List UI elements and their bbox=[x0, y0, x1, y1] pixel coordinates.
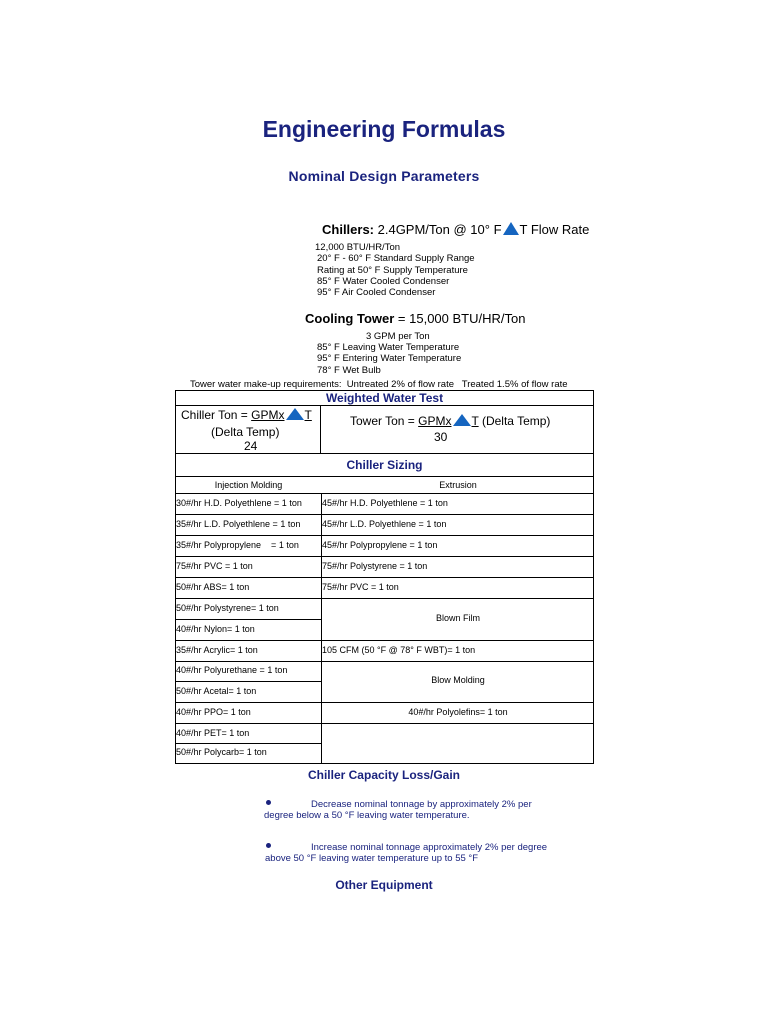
tower-ton-t: T bbox=[471, 414, 479, 428]
cooling-tower-line bbox=[305, 311, 525, 326]
capacity-bullet-2-line-2: above 50 °F leaving water temperature up to 55 °F bbox=[265, 853, 479, 864]
injection-row: 50#/hr Polystyrene= 1 ton bbox=[176, 603, 279, 613]
column-header-extrusion: Extrusion bbox=[439, 480, 477, 490]
chillers-line-5: 95° F Air Cooled Condenser bbox=[317, 287, 436, 299]
chiller-ton-label: Chiller Ton = bbox=[181, 408, 252, 422]
chiller-ton-divisor: 24 bbox=[244, 439, 258, 453]
extrusion-row: 75#/hr Polystyrene = 1 ton bbox=[322, 561, 428, 571]
tower-ton-formula bbox=[350, 414, 550, 428]
delta-triangle-icon bbox=[453, 414, 471, 426]
tower-ton-label: Tower Ton = bbox=[350, 414, 419, 428]
injection-row: 40#/hr Polyurethane = 1 ton bbox=[176, 665, 288, 675]
capacity-bullet-1-line-1: Decrease nominal tonnage by approximately 2% per bbox=[311, 799, 532, 810]
column-header-injection-molding: Injection Molding bbox=[214, 480, 283, 490]
injection-row: 50#/hr Acetal= 1 ton bbox=[176, 686, 257, 696]
injection-row: 40#/hr PET= 1 ton bbox=[176, 728, 250, 738]
weighted-water-test-heading: Weighted Water Test bbox=[325, 391, 444, 405]
page-title: Engineering Formulas bbox=[262, 116, 506, 142]
tower-makeup-requirements: Tower water make-up requirements: Untreated 2% of flow rate Treated 1.5% of flow rate bbox=[190, 379, 568, 390]
cooling-tower-line-3: 78° F Wet Bulb bbox=[317, 364, 381, 376]
chillers-rate-line bbox=[322, 222, 589, 237]
cooling-tower-details bbox=[317, 342, 461, 376]
chillers-line-2: 20° F - 60° F Standard Supply Range bbox=[317, 253, 475, 265]
engineering-table bbox=[175, 390, 594, 764]
cooling-tower-value: = 15,000 BTU/HR/Ton bbox=[394, 311, 526, 326]
chillers-line-4: 85° F Water Cooled Condenser bbox=[317, 275, 450, 287]
chillers-rate-pre: 2.4GPM/Ton @ 10° F bbox=[374, 222, 502, 237]
cooling-tower-label: Cooling Tower bbox=[305, 311, 395, 326]
chillers-details bbox=[315, 242, 475, 298]
bullet-icon bbox=[266, 800, 271, 805]
cooling-tower-line-1: 85° F Leaving Water Temperature bbox=[317, 342, 460, 353]
tower-ton-divisor: 30 bbox=[434, 430, 448, 444]
extrusion-row: 75#/hr PVC = 1 ton bbox=[322, 582, 399, 592]
blown-film-value: 105 CFM (50 °F @ 78° F WBT)= 1 ton bbox=[322, 645, 476, 655]
chiller-ton-delta: (Delta Temp) bbox=[211, 425, 280, 439]
bullet-icon bbox=[266, 843, 271, 848]
cooling-tower-gpm: 3 GPM per Ton bbox=[366, 331, 430, 342]
blow-molding-heading: Blow Molding bbox=[431, 675, 485, 685]
cooling-tower-line-2: 95° F Entering Water Temperature bbox=[317, 353, 462, 365]
chiller-ton-t: T bbox=[304, 408, 312, 422]
section-subtitle: Nominal Design Parameters bbox=[288, 168, 480, 184]
capacity-bullet-1-line-2: degree below a 50 °F leaving water temperature. bbox=[264, 810, 470, 821]
extrusion-row: 45#/hr H.D. Polyethlene = 1 ton bbox=[322, 498, 448, 508]
chiller-ton-gpm: GPMx bbox=[251, 408, 285, 422]
blow-molding-value: 40#/hr Polyolefins= 1 ton bbox=[408, 707, 508, 717]
capacity-heading: Chiller Capacity Loss/Gain bbox=[307, 768, 461, 782]
tower-ton-delta: (Delta Temp) bbox=[478, 414, 551, 428]
other-equipment-heading: Other Equipment bbox=[335, 878, 433, 892]
capacity-bullet-2-line-1: Increase nominal tonnage approximately 2% per degree bbox=[311, 842, 548, 853]
chillers-label: Chillers: bbox=[322, 222, 375, 237]
injection-row: 75#/hr PVC = 1 ton bbox=[176, 561, 253, 571]
injection-row: 50#/hr Polycarb= 1 ton bbox=[176, 747, 267, 757]
injection-row: 50#/hr ABS= 1 ton bbox=[176, 582, 250, 592]
delta-triangle-icon bbox=[503, 222, 519, 235]
injection-row: 35#/hr Polypropylene = 1 ton bbox=[176, 540, 299, 550]
chillers-line-1: 12,000 BTU/HR/Ton bbox=[315, 242, 401, 253]
chiller-sizing-heading: Chiller Sizing bbox=[346, 458, 423, 472]
injection-row: 40#/hr PPO= 1 ton bbox=[176, 707, 251, 717]
injection-row: 30#/hr H.D. Polyethlene = 1 ton bbox=[176, 498, 302, 508]
injection-row: 40#/hr Nylon= 1 ton bbox=[176, 624, 255, 634]
blown-film-heading: Blown Film bbox=[435, 613, 480, 623]
injection-row: 35#/hr L.D. Polyethlene = 1 ton bbox=[176, 519, 301, 529]
chillers-rate-post: T Flow Rate bbox=[519, 222, 590, 237]
tower-ton-gpm: GPMx bbox=[418, 414, 452, 428]
delta-triangle-icon bbox=[286, 408, 304, 420]
extrusion-row: 45#/hr L.D. Polyethlene = 1 ton bbox=[322, 519, 447, 529]
chiller-ton-formula bbox=[181, 408, 312, 422]
injection-row: 35#/hr Acrylic= 1 ton bbox=[176, 645, 258, 655]
chillers-line-3: Rating at 50° F Supply Temperature bbox=[317, 264, 468, 276]
extrusion-row: 45#/hr Polypropylene = 1 ton bbox=[322, 540, 438, 550]
